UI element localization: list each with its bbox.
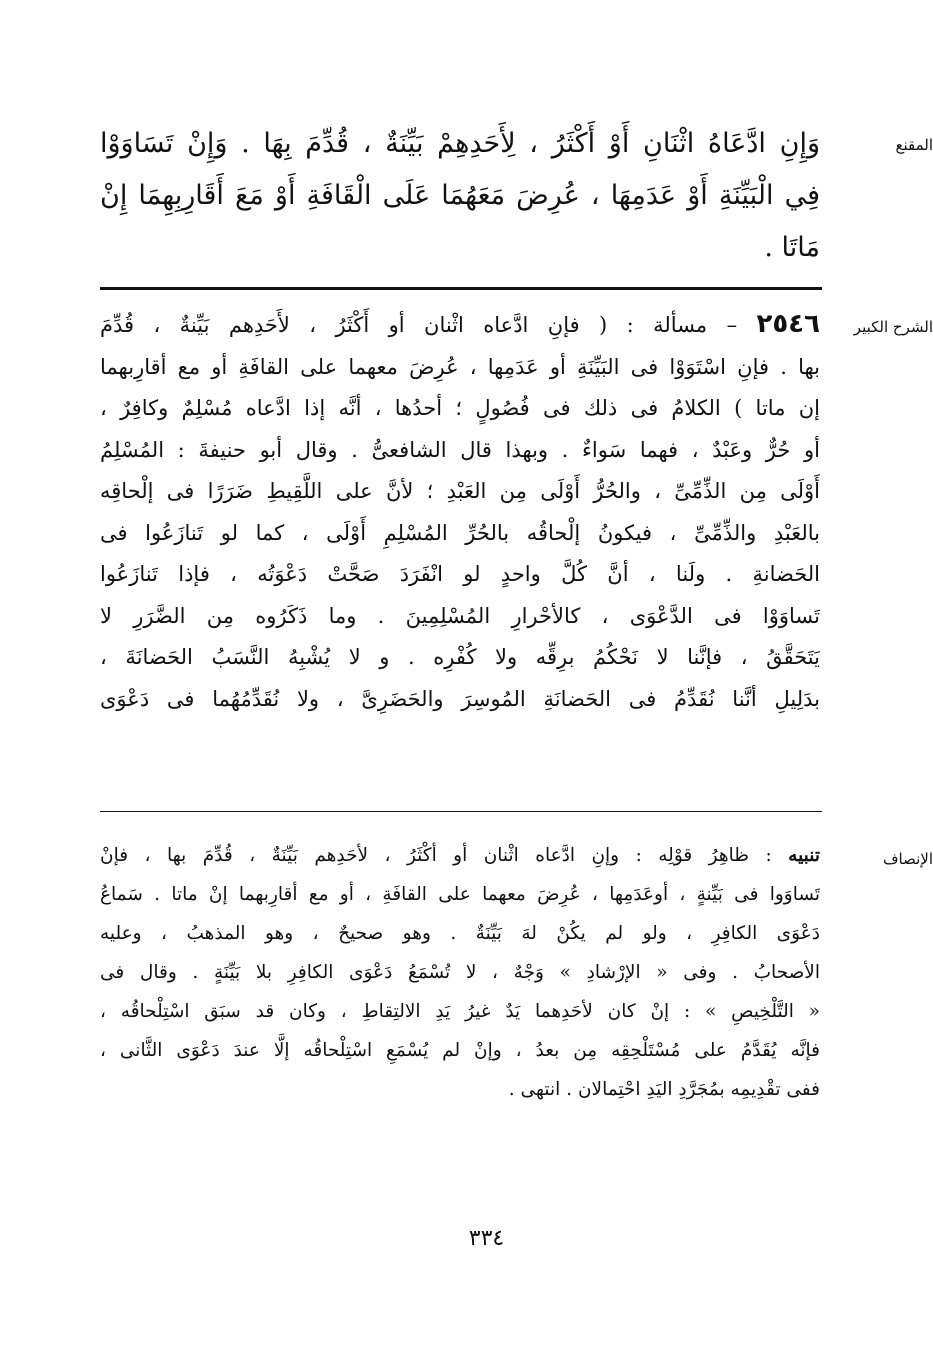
sharh-first-line [100, 304, 820, 347]
section-divider [100, 811, 822, 812]
sharh-line: تَساوَوْا فى الدَّعْوَى ، كالأحْرارِ المُسْلِمِينَ . وما ذَكَرُوه مِن الضَّرَرِ لا [100, 603, 820, 628]
sharh-line: بدَلِيلِ أنَّنا نُقَدِّمُ فى الحَضانَةِ المُوسِرَ والحَضَرِىَّ ، ولا نُقَدِّمُهُما فى دَعْوَى [100, 686, 820, 711]
insaf-line: فإنَّه يُقَدَّمُ على مُسْتَلْحِقِه مِن بعدُ ، وإنْ لم يُسْمَعِ اسْتِلْحاقُه إلَّا عندَ دَعْوَى الثَّانى ، [100, 1040, 820, 1061]
insaf-line: ففى تقْدِيمِه بمُجَرَّدِ اليَدِ احْتِمالان . انتهى . [508, 1079, 820, 1100]
section-label-sharh: الشرح الكبير [853, 318, 933, 336]
insaf-line: تَساوَوا فى بَيِّنةٍ ، أوعَدَمِها ، عُرِضَ معهما على القافَةِ ، أو مع أقارِبهما إنْ ماتا . سَماعُ [100, 884, 820, 905]
tanbih-heading: تنبيه [788, 845, 820, 866]
insaf-line: دَعْوَى الكافِرِ ، ولو لم يكُنْ لهَ بَيِّنَةٌ . وهو صحيحٌ ، وهو المذهبُ ، وعليه [100, 923, 820, 944]
page-number: ٣٣٤ [468, 1226, 505, 1251]
sharh-line: يَتَحَقَّقُ ، فإنَّنا لا نَحْكُمُ برِقِّه ولا كُفْرِه . و لا يُشْبِهُ النَّسَبُ الحَضانَةَ ، [100, 645, 820, 669]
insaf-line: الأصحابُ . وفى « الإرْشادِ » وَجْهٌ ، لا تُسْمَعُ دَعْوَى الكافِرِ بلا بَيِّنَةٍ . وقال فى [100, 962, 820, 983]
muqni-line: فِي الْبَيِّنَةِ أَوْ عَدَمِهَا ، عُرِضَ مَعَهُمَا عَلَى الْقَافَةِ أَوْ مَعَ أَقَارِبِهِمَا إِنْ [100, 180, 820, 211]
muqni-line: مَاتَا . [764, 232, 820, 263]
muqni-line: وَإِنِ ادَّعَاهُ اثْنَانِ أَوْ أَكْثَرُ ، لِأَحَدِهِمْ بَيِّنَةٌ ، قُدِّمَ بِهَا . وَإِنْ تَسَاوَوْا [100, 128, 820, 159]
section-label-insaf: الإنصاف [882, 850, 933, 868]
insaf-line: « التَّلْخِيصِ » : إنْ كان لأحَدِهما يَدٌ غيرُ يَدِ الالتِقاطِ ، وكان قد سبَق اسْتِلْحاقُه ، [100, 1001, 820, 1022]
insaf-text-block [100, 836, 820, 1166]
insaf-first-line-text: : ظاهِرُ قوْلِه : وإنِ ادَّعاه اثْنان أو أكْثَرُ ، لأحَدِهم بَيِّنَةٌ ، قُدِّمَ بها ، فإنْ [100, 845, 772, 866]
muqni-text-block [100, 118, 820, 278]
section-label-muqni: المقنع [895, 136, 933, 154]
sharh-line: إن ماتا ) الكلامُ فى ذلك فى فُصُولٍ ؛ أحدُها ، أنَّه إذا ادَّعاه مُسْلِمٌ وكافِرٌ ، [100, 396, 820, 420]
section-divider [100, 287, 822, 290]
sharh-line: أَوْلَى مِن الذِّمِّىِّ ، والحُرُّ أَوْلَى مِن العَبْدِ ؛ لأنَّ على اللَّقِيطِ ضَرَرًا فى إلْحاقِه [100, 479, 820, 503]
sharh-line: بها . فإنِ اسْتَوَوْا فى البَيِّنَةِ أو عَدَمِها ، عُرِضَ معهما على القافَةِ أو مع أقارِبهما [100, 354, 820, 379]
insaf-first-line [100, 836, 820, 875]
sharh-text-block [100, 304, 820, 794]
sharh-line: الحَضانةِ . ولَنا ، أنَّ كُلَّ واحدٍ لو انْفَرَدَ صَحَّتْ دَعْوَتُه ، فإذا تَنازَعُوا [100, 562, 820, 586]
sharh-first-line-text: – مسألة : ( فإنِ ادَّعاه اثْنان أو أَكْثَرُ ، لأَحَدِهم بَيِّنةٌ ، قُدِّمَ [100, 313, 738, 337]
masala-number: ٢٥٤٦ [756, 309, 820, 339]
sharh-line: أو حُرٌّ وعَبْدٌ ، فهما سَواءٌ . وبهذا قال الشافعىُّ . وقال أبو حنيفةَ : المُسْلِمُ [100, 437, 820, 462]
sharh-line: بالعَبْدِ والذِّمِّىِّ ، فيكونُ إلْحاقُه بالحُرِّ المُسْلِمِ أَوْلَى ، كما لو تَنازَعُوا فى [100, 520, 820, 545]
